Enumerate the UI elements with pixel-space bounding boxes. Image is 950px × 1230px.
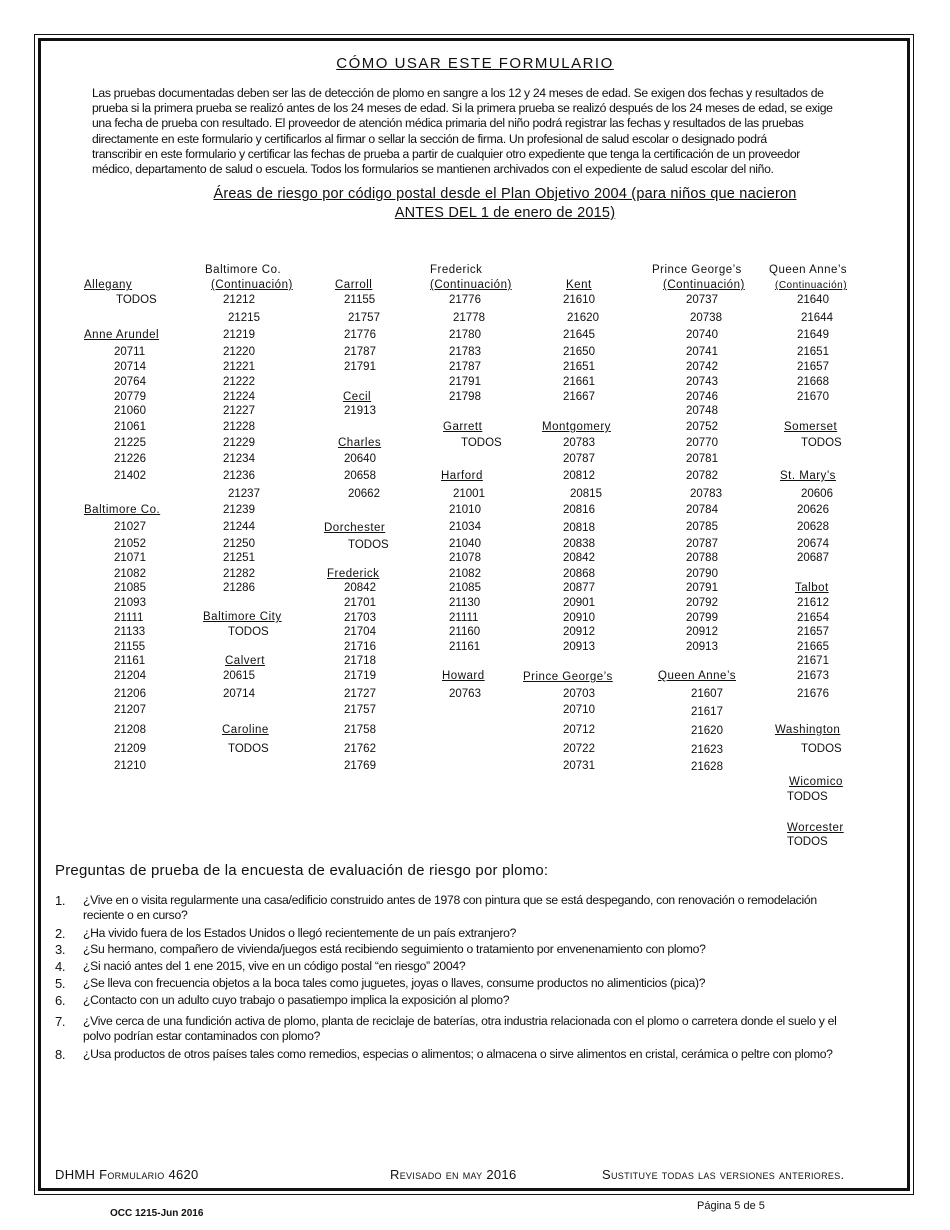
zip-code: 20818	[563, 522, 595, 534]
zip-code: 21787	[449, 361, 481, 373]
zip-code: 20714	[223, 688, 255, 700]
questions-title: Preguntas de prueba de la encuesta de evaluación de riesgo por plomo:	[55, 862, 549, 879]
zip-code: 21130	[449, 597, 481, 609]
county-heading: Worcester	[787, 822, 844, 834]
county-heading: Somerset	[784, 421, 838, 433]
question-text: ¿Vive cerca de una fundición activa de plomo, planta de reciclaje de baterías, otra industria relacionada con el plomo o carretera donde el suelo y el polvo podrían estar contaminados con plomo?	[83, 1014, 837, 1043]
zip-code: 21612	[797, 597, 829, 609]
zip-code: 21769	[344, 760, 376, 772]
question-text: ¿Vive en o visita regularmente una casa/edificio construido antes de 1978 con pintura que se está despegando, con renovación o remodelación reciente o en curso?	[83, 893, 817, 922]
zip-code: 20743	[686, 376, 718, 388]
zip-code: 21776	[449, 294, 481, 306]
zip-code: 21208	[114, 724, 146, 736]
zip-code: TODOS	[348, 539, 389, 551]
zip-code: 20838	[563, 538, 595, 550]
zip-code: 20752	[686, 421, 718, 433]
zip-code: 20742	[686, 361, 718, 373]
zip-code: 21155	[114, 641, 146, 653]
footer-replaces: Sustituye todas las versiones anteriores.	[602, 1167, 845, 1182]
zip-code: 21650	[563, 346, 595, 358]
zip-code: 20658	[344, 470, 376, 482]
question-number: 6.	[55, 993, 66, 1008]
zip-code: 20791	[686, 582, 718, 594]
zip-code: 20737	[686, 294, 718, 306]
zip-code: 20913	[686, 641, 718, 653]
zip-code: 20799	[686, 612, 718, 624]
zip-code: 21623	[691, 744, 723, 756]
county-heading: Wicomico	[789, 776, 843, 788]
zip-code: 21757	[344, 704, 376, 716]
zip-code: 20711	[114, 346, 146, 358]
zip-code: 20763	[449, 688, 481, 700]
question-item	[55, 893, 845, 923]
question-number: 3.	[55, 942, 66, 957]
zip-code: 21651	[563, 361, 595, 373]
zip-code: 21620	[567, 312, 599, 324]
question-number: 4.	[55, 959, 66, 974]
zip-code: 20790	[686, 568, 718, 580]
zip-code: 20784	[686, 504, 718, 516]
county-heading: Queen Anne’s	[769, 264, 848, 276]
zip-code: 21212	[223, 294, 255, 306]
zip-code: 20785	[686, 521, 718, 533]
zip-code: 21649	[797, 329, 829, 341]
zip-code: 21010	[449, 504, 481, 516]
zip-code: 21220	[223, 346, 255, 358]
county-heading: Frederick	[430, 264, 483, 276]
zip-code: 20787	[686, 538, 718, 550]
zip-code: 20783	[690, 488, 722, 500]
zip-code: 21671	[797, 655, 829, 667]
footer-form-number: DHMH Formulario 4620	[55, 1167, 199, 1182]
zip-code: 21227	[223, 405, 255, 417]
zip-code: 21160	[449, 626, 481, 638]
zip-code: 21704	[344, 626, 376, 638]
zip-code: 21078	[449, 552, 481, 564]
zip-code: 21085	[114, 582, 146, 594]
form-title: CÓMO USAR ESTE FORMULARIO	[336, 55, 614, 72]
zip-code: 21207	[114, 704, 146, 716]
question-number: 7.	[55, 1014, 66, 1029]
county-heading: Anne Arundel	[84, 329, 160, 341]
zip-code: 21085	[449, 582, 481, 594]
zip-code: 20910	[563, 612, 595, 624]
zip-code: 21727	[344, 688, 376, 700]
zip-code: 21286	[223, 582, 255, 594]
zip-code: 21657	[797, 626, 829, 638]
question-text: ¿Ha vivido fuera de los Estados Unidos o llegó recientemente de un país extranjero?	[83, 926, 517, 940]
zip-code: 21204	[114, 670, 146, 682]
county-heading: Allegany	[84, 279, 133, 291]
zip-code: 20792	[686, 597, 718, 609]
zip-code: 20779	[114, 391, 146, 403]
zip-code: 21670	[797, 391, 829, 403]
question-text: ¿Si nació antes del 1 ene 2015, vive en un código postal “en riesgo” 2004?	[83, 959, 466, 973]
zip-code: 21701	[344, 597, 376, 609]
zip-code: 20712	[563, 724, 595, 736]
zip-code: 21224	[223, 391, 255, 403]
zip-code: 20913	[563, 641, 595, 653]
zip-code: 21215	[228, 312, 260, 324]
county-heading: Howard	[442, 670, 485, 682]
zip-code: TODOS	[787, 791, 828, 803]
zip-code: 21776	[344, 329, 376, 341]
question-text: ¿Se lleva con frecuencia objetos a la boca tales como juguetes, joyas o llaves, consume productos no alimenticios (pica)?	[83, 976, 706, 990]
question-item	[55, 993, 845, 1008]
risk-areas-heading	[150, 185, 860, 223]
zip-code: 21071	[114, 552, 146, 564]
county-heading: Prince George’s	[523, 671, 613, 683]
zip-code: 21111	[449, 612, 479, 624]
zip-code: 21034	[449, 521, 481, 533]
zip-code: 21093	[114, 597, 146, 609]
zip-code: 21082	[449, 568, 481, 580]
zip-code: 21913	[344, 405, 376, 417]
zip-code: 21228	[223, 421, 255, 433]
zip-code: 21640	[797, 294, 829, 306]
zip-code: 21209	[114, 743, 146, 755]
zip-code: 21251	[223, 552, 255, 564]
zip-code: TODOS	[801, 743, 842, 755]
zip-code: 20877	[563, 582, 595, 594]
zip-code: 21757	[348, 312, 380, 324]
zip-code: TODOS	[228, 743, 269, 755]
zip-code: 21762	[344, 743, 376, 755]
zip-code: 20628	[797, 521, 829, 533]
zip-code: 20816	[563, 504, 595, 516]
zip-code: 21206	[114, 688, 146, 700]
zip-code: 21798	[449, 391, 481, 403]
zip-code: 21651	[797, 346, 829, 358]
zip-code: 21703	[344, 612, 376, 624]
zip-code: 21628	[691, 761, 723, 773]
zip-code: 21155	[344, 294, 376, 306]
intro-line: transcribir en este formulario y certificar las fechas de prueba a partir de cualquier otro expediente que tenga la certificación de un proveedor	[92, 146, 801, 161]
zip-code: TODOS	[461, 437, 502, 449]
zip-code: 21250	[223, 538, 255, 550]
zip-code: 20842	[563, 552, 595, 564]
footer-revised: Revisado en may 2016	[390, 1167, 517, 1182]
county-heading: Queen Anne’s	[658, 670, 737, 682]
question-item	[55, 926, 845, 941]
question-item	[55, 959, 845, 974]
zip-code: 21239	[223, 504, 255, 516]
question-text: ¿Usa productos de otros países tales como remedios, especias o alimentos; o almacena o sirve alimentos en cristal, cerámica o peltre con plomo?	[83, 1047, 833, 1061]
zip-code: 21758	[344, 724, 376, 736]
zip-code: 21673	[797, 670, 829, 682]
county-heading: Garrett	[443, 421, 483, 433]
zip-code: 21040	[449, 538, 481, 550]
county-heading: (Continuación)	[663, 279, 745, 291]
zip-code: TODOS	[228, 626, 269, 638]
intro-line: prueba si la primera prueba se realizó antes de los 24 meses de edad. Si la primera prueba se realizó después de los 24 meses de edad, se exige	[92, 101, 833, 116]
zip-code: 21668	[797, 376, 829, 388]
zip-code: 20912	[686, 626, 718, 638]
zip-code: 21082	[114, 568, 146, 580]
question-number: 8.	[55, 1047, 66, 1062]
zip-code: 20687	[797, 552, 829, 564]
question-text: ¿Su hermano, compañero de vivienda/juegos está recibiendo seguimiento o tratamiento por envenenamiento con plomo?	[83, 942, 706, 956]
risk-areas-heading-line1: Áreas de riesgo por código postal desde el Plan Objetivo 2004 (para niños que nacieron	[213, 186, 797, 202]
county-heading: Cecil	[343, 391, 372, 403]
zip-code: 21225	[114, 437, 146, 449]
question-text: ¿Contacto con un adulto cuyo trabajo o pasatiempo implica la exposición al plomo?	[83, 993, 510, 1007]
zip-code: 20606	[801, 488, 833, 500]
county-heading: Harford	[441, 470, 483, 482]
zip-code: 21607	[691, 688, 723, 700]
county-heading: Frederick	[327, 568, 380, 580]
zip-code: 20640	[344, 453, 376, 465]
county-heading: St. Mary’s	[780, 470, 836, 482]
zip-code: 20782	[686, 470, 718, 482]
occ-code: OCC 1215-Jun 2016	[110, 1208, 204, 1219]
zip-code: 21219	[223, 329, 255, 341]
zip-code: 21236	[223, 470, 255, 482]
zip-code: 20615	[223, 670, 255, 682]
question-item	[55, 942, 845, 957]
zip-code: 20764	[114, 376, 146, 388]
county-heading: Baltimore Co.	[205, 264, 282, 276]
intro-line: una fecha de prueba con resultado. El proveedor de atención médica primaria del niño podrá registrar las fechas y resultados de las pruebas	[92, 116, 804, 131]
county-heading: Caroline	[222, 724, 269, 736]
intro-line: Las pruebas documentadas deben ser las de detección de plomo en sangre a los 12 y 24 meses de edad. Se exigen dos fechas y resultados de	[92, 86, 824, 100]
zip-code: 20815	[570, 488, 602, 500]
page-number: Página 5 de 5	[697, 1200, 765, 1212]
zip-code: 21027	[114, 521, 146, 533]
zip-code: 21667	[563, 391, 595, 403]
zip-code: 21719	[344, 670, 376, 682]
county-heading: Carroll	[335, 279, 373, 291]
zip-code: 20783	[563, 437, 595, 449]
zip-code: 20868	[563, 568, 595, 580]
county-heading: (Continuación)	[430, 279, 512, 291]
zip-code: 20740	[686, 329, 718, 341]
zip-code: 21610	[563, 294, 595, 306]
zip-code: TODOS	[801, 437, 842, 449]
question-item	[55, 976, 845, 991]
zip-code: 21133	[114, 626, 146, 638]
zip-code: 21657	[797, 361, 829, 373]
zip-code: 21791	[344, 361, 376, 373]
zip-code: 20746	[686, 391, 718, 403]
zip-code: TODOS	[116, 294, 157, 306]
zip-code: 20722	[563, 743, 595, 755]
zip-code: 20714	[114, 361, 146, 373]
zip-code: 21791	[449, 376, 481, 388]
zip-code: 21665	[797, 641, 829, 653]
question-item	[55, 1047, 845, 1062]
zip-code: 21060	[114, 405, 146, 417]
zip-code: 21222	[223, 376, 255, 388]
zip-code: 21229	[223, 437, 255, 449]
county-heading: Charles	[338, 437, 382, 449]
zip-code: 21244	[223, 521, 255, 533]
question-number: 5.	[55, 976, 66, 991]
county-heading: Washington	[775, 724, 841, 736]
zip-code: 20710	[563, 704, 595, 716]
zip-code: 20787	[563, 453, 595, 465]
zip-code: 20626	[797, 504, 829, 516]
county-heading: Talbot	[795, 582, 829, 594]
zip-code: 21644	[801, 312, 833, 324]
zip-code: 20770	[686, 437, 718, 449]
zip-code: 20788	[686, 552, 718, 564]
zip-code: 20748	[686, 405, 718, 417]
zip-code: 20912	[563, 626, 595, 638]
zip-code: 21783	[449, 346, 481, 358]
zip-code: 21676	[797, 688, 829, 700]
county-heading: (Continuación)	[211, 279, 293, 291]
zip-code: 21226	[114, 453, 146, 465]
zip-code: 21061	[114, 421, 146, 433]
zip-code: 21620	[691, 725, 723, 737]
zip-code: 20674	[797, 538, 829, 550]
zip-code: 20731	[563, 760, 595, 772]
zip-code: 20662	[348, 488, 380, 500]
county-heading: Prince George’s	[652, 264, 742, 276]
county-heading: Baltimore City	[203, 611, 282, 623]
zip-code: 21221	[223, 361, 255, 373]
instructions-paragraph	[92, 86, 872, 177]
zip-code: 21661	[563, 376, 595, 388]
intro-line: médico, departamento de salud o escuela. Todos los formularios se mantienen archivados con el expediente de salud escolar del niño.	[92, 162, 774, 177]
county-heading: (Continuación)	[775, 280, 848, 291]
county-heading: Calvert	[225, 655, 265, 667]
zip-code: 20812	[563, 470, 595, 482]
county-heading: Kent	[566, 279, 592, 291]
zip-code: 21237	[228, 488, 260, 500]
zip-code: 21654	[797, 612, 829, 624]
zip-code: 21617	[691, 706, 723, 718]
zip-code: 21052	[114, 538, 146, 550]
zip-code: 21780	[449, 329, 481, 341]
risk-areas-heading-line2: ANTES DEL 1 de enero de 2015)	[394, 205, 616, 221]
zip-code: 20901	[563, 597, 595, 609]
question-number: 1.	[55, 893, 66, 908]
zip-code: 21645	[563, 329, 595, 341]
county-heading: Baltimore Co.	[84, 504, 161, 516]
intro-line: directamente en este formulario y certificarlos al firmar o sellar la sección de firma. Un profesional de salud escolar o designado podrá	[92, 131, 767, 146]
zip-code: 20703	[563, 688, 595, 700]
zip-code: 21210	[114, 760, 146, 772]
zip-code: 21716	[344, 641, 376, 653]
zip-code: 21161	[449, 641, 481, 653]
question-number: 2.	[55, 926, 66, 941]
zip-code: 20781	[686, 453, 718, 465]
zip-code: 21001	[453, 488, 485, 500]
zip-code: 21161	[114, 655, 146, 667]
question-item	[55, 1014, 845, 1044]
zip-code: 21778	[453, 312, 485, 324]
zip-code: 20738	[690, 312, 722, 324]
county-heading: Montgomery	[542, 421, 611, 433]
zip-code: 21402	[114, 470, 146, 482]
zip-code: 20741	[686, 346, 718, 358]
zip-code: 21718	[344, 655, 376, 667]
zip-code: 21111	[114, 612, 144, 624]
county-heading: Dorchester	[324, 522, 386, 534]
zip-code: 21282	[223, 568, 255, 580]
zip-code: 21234	[223, 453, 255, 465]
zip-code: TODOS	[787, 836, 828, 848]
zip-code: 20842	[344, 582, 376, 594]
zip-code: 21787	[344, 346, 376, 358]
